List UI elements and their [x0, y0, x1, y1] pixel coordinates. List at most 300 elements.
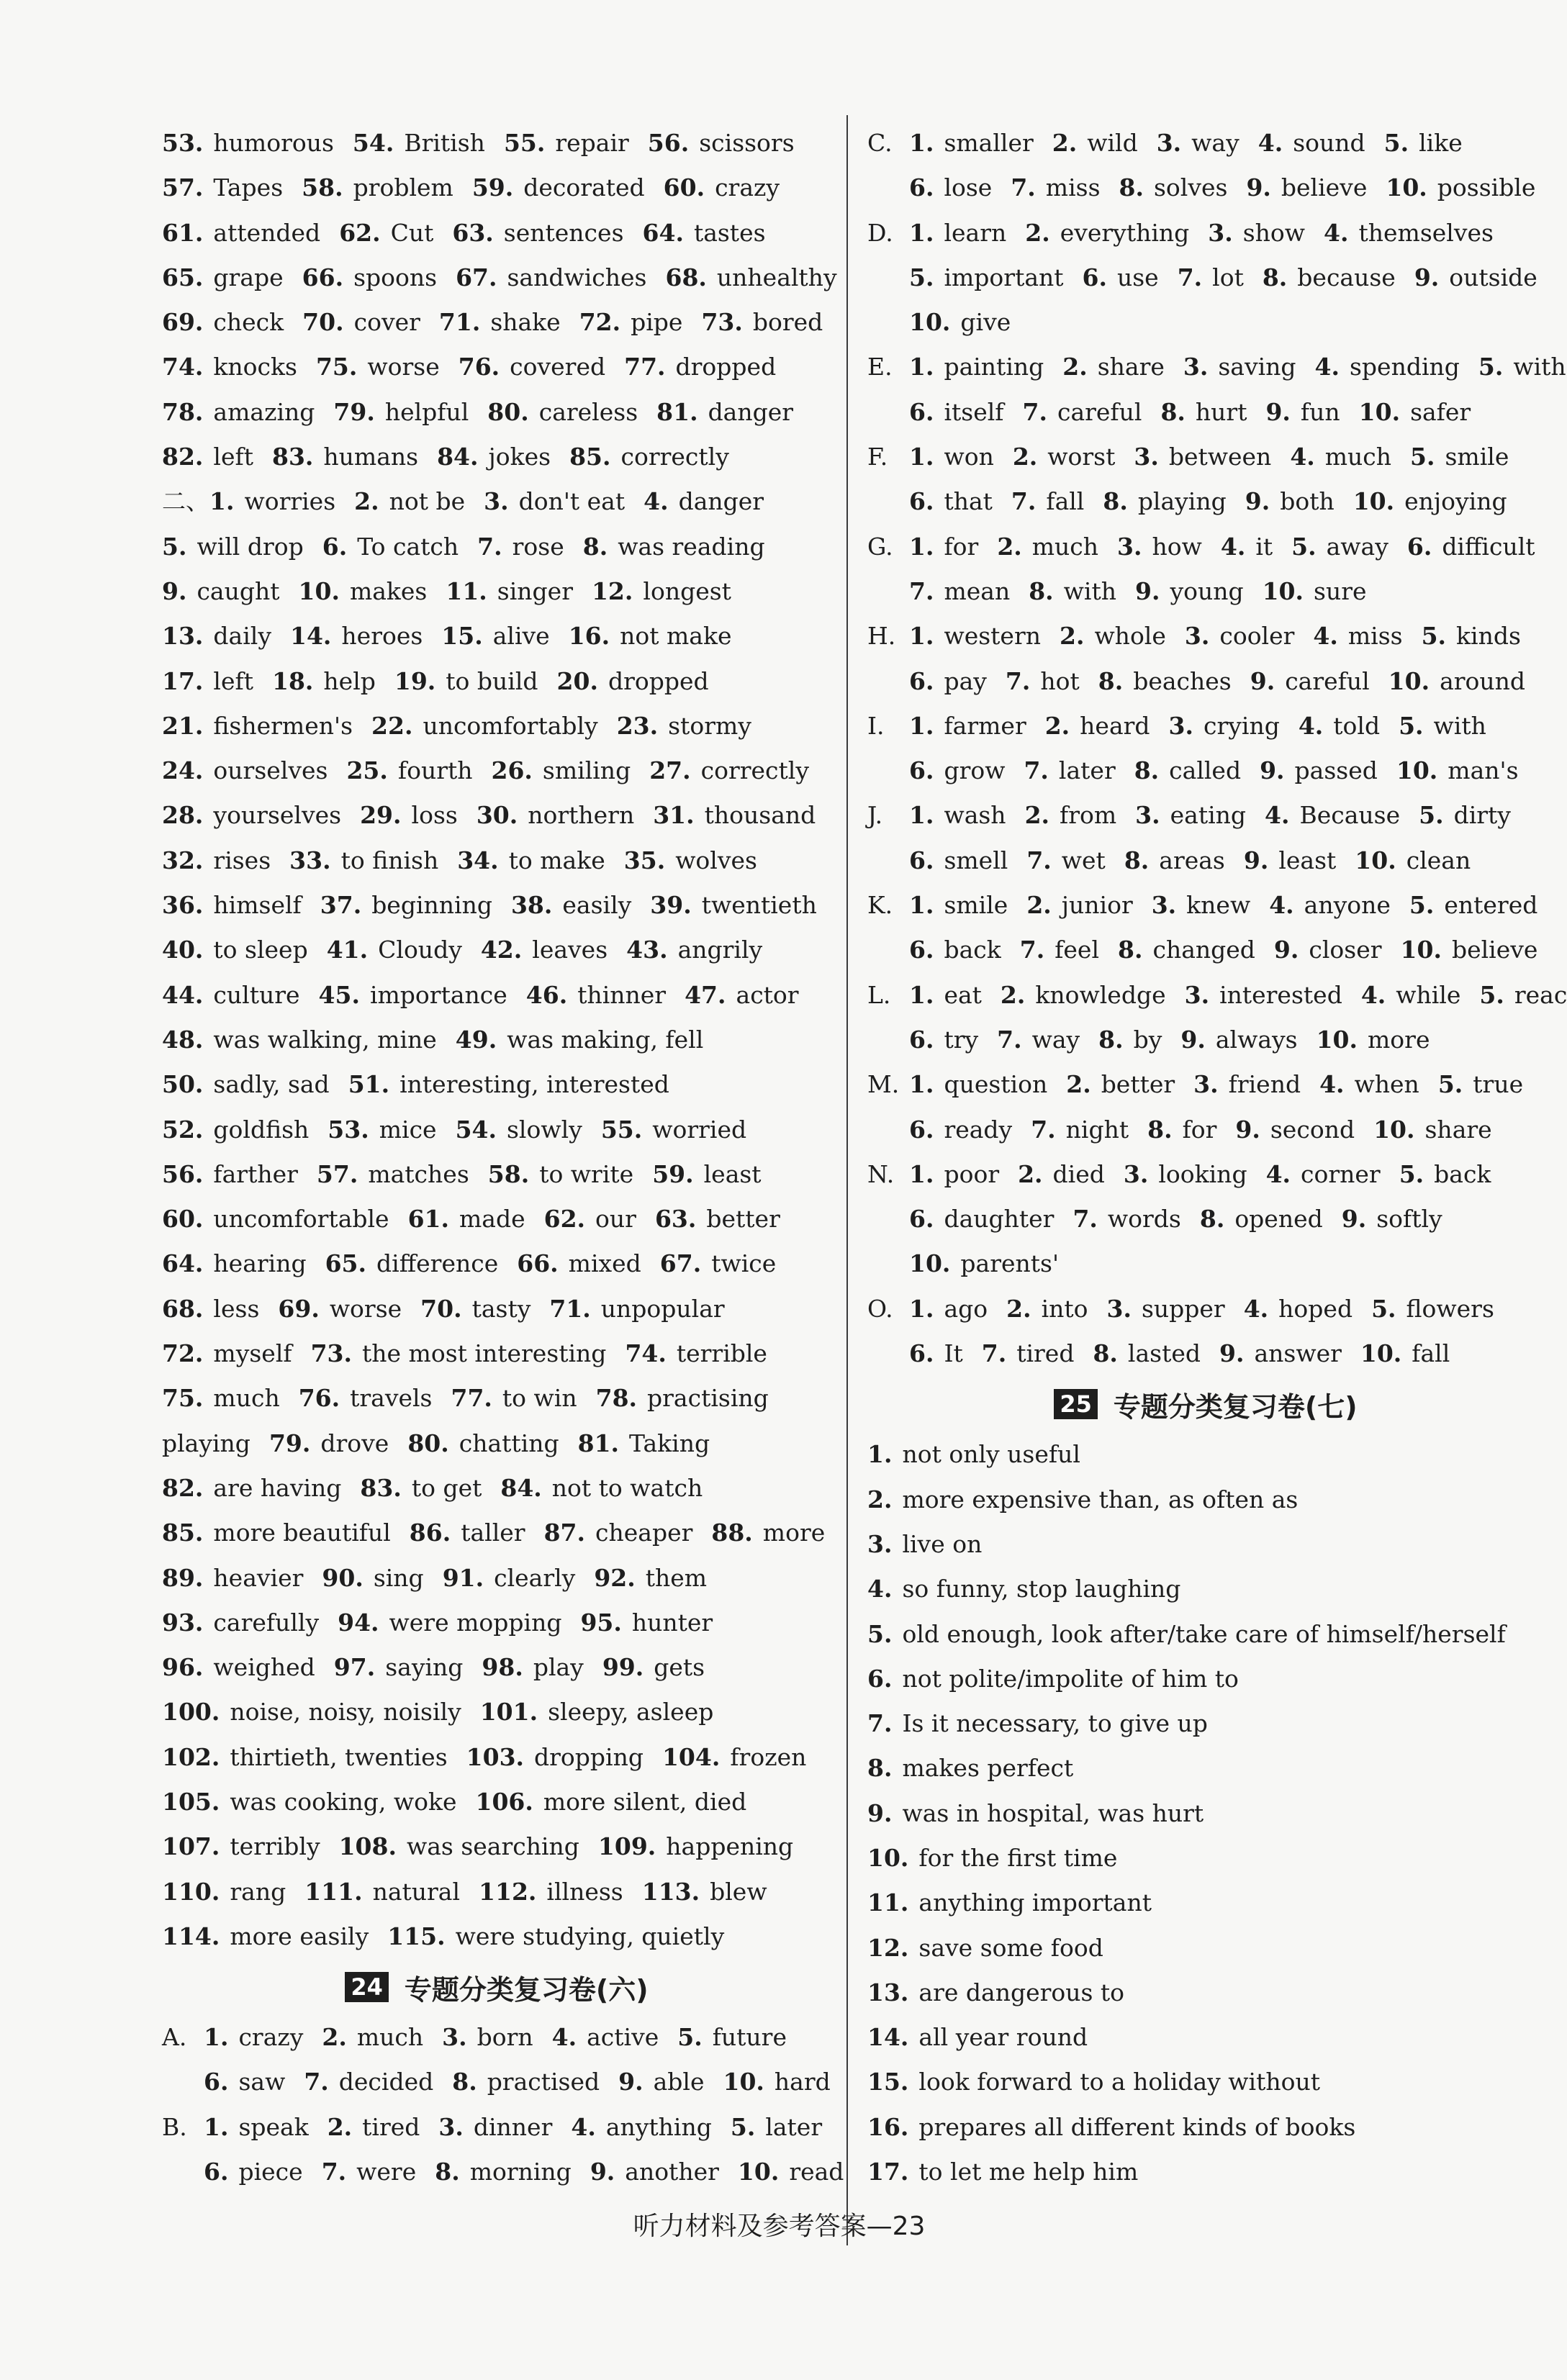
answer-item [1183, 345, 1296, 389]
answer-text: Is it necessary, to give up [902, 1709, 1208, 1738]
question-number: 5. [1437, 1070, 1463, 1099]
answer-item [526, 973, 666, 1018]
section-title: 专题分类复习卷(六) [404, 1973, 649, 2006]
answer-item [1478, 345, 1566, 389]
question-number: 75. [315, 353, 358, 381]
answer-item [371, 704, 598, 748]
answer-item [162, 1062, 330, 1107]
answer-text: try [944, 1025, 979, 1054]
answer-line [867, 1612, 1544, 1657]
answer-text: British [404, 129, 485, 157]
question-number: 18. [271, 666, 314, 695]
answer-item [1026, 883, 1132, 928]
question-number: 5. [1421, 622, 1447, 651]
question-number: 8. [1124, 846, 1150, 874]
question-number: 7. [1026, 846, 1052, 874]
question-number: 1. [204, 2023, 229, 2052]
question-number: 67. [659, 1249, 702, 1278]
answer-text: way [1031, 1025, 1080, 1054]
answer-text: much [1031, 532, 1099, 561]
question-number: 27. [649, 756, 691, 785]
answer-text: dirty [1453, 801, 1511, 830]
answer-text: another [625, 2158, 719, 2186]
question-number: 8. [1134, 756, 1160, 785]
answer-text: saying [385, 1653, 464, 1682]
question-number: 10. [1355, 846, 1396, 874]
answer-text: not to watch [551, 1473, 703, 1502]
answer-text: smile [1445, 443, 1509, 471]
question-number: 73. [701, 308, 743, 337]
question-number: 59. [652, 1159, 694, 1188]
question-number: 6. [909, 936, 934, 964]
answer-item [476, 1780, 747, 1824]
question-number: 54. [352, 129, 394, 157]
answer-text: are dangerous to [918, 1978, 1125, 2006]
answer-item [1274, 928, 1382, 972]
question-number: 72. [579, 308, 621, 337]
question-number: 52. [162, 1115, 204, 1144]
answer-text: less [213, 1294, 260, 1323]
answer-text: don't eat [518, 487, 626, 516]
question-number: 58. [302, 173, 343, 202]
answer-text: cooler [1219, 622, 1295, 651]
question-number: 55. [600, 1115, 643, 1144]
answer-item [909, 1108, 1012, 1152]
answer-text: clean [1406, 846, 1471, 874]
question-number: 45. [318, 980, 360, 1009]
answer-text: alive [492, 622, 550, 651]
answer-text: ready [944, 1115, 1013, 1144]
answer-item [909, 1018, 978, 1062]
answer-text: softly [1376, 1205, 1442, 1234]
answer-item [1342, 1197, 1442, 1241]
question-number: 4. [1314, 353, 1340, 381]
question-number: 2. [1025, 218, 1050, 247]
answer-text: slowly [507, 1115, 582, 1144]
question-number: 114. [162, 1922, 220, 1950]
question-number: 57. [162, 173, 204, 202]
question-number: 6. [909, 487, 934, 516]
answer-item [484, 479, 625, 524]
answer-item [311, 1331, 607, 1376]
answer-text: smiling [542, 756, 631, 785]
question-number: 5. [1478, 353, 1504, 381]
answer-text: farmer [944, 711, 1026, 740]
answer-text: careful [1057, 397, 1142, 426]
answer-line [867, 1108, 1544, 1152]
question-number: 3. [1106, 1294, 1132, 1323]
answer-item [459, 345, 605, 389]
question-number: 2. [1052, 129, 1078, 157]
question-number: 7. [997, 1025, 1022, 1054]
answer-text: live on [902, 1529, 983, 1558]
answer-line [162, 659, 831, 704]
answer-text: fun [1300, 397, 1340, 426]
answer-item [624, 838, 757, 883]
question-number: 16. [867, 2112, 909, 2141]
answer-text: solves [1153, 173, 1228, 202]
question-number: 32. [162, 846, 204, 874]
answer-text: attended [213, 218, 321, 247]
answer-item [909, 838, 1008, 883]
question-number: 94. [338, 1608, 379, 1637]
question-number: 2. [1006, 1294, 1031, 1323]
answer-text: anything [605, 2112, 712, 2141]
answer-item [549, 1287, 724, 1331]
question-number: 10. [1316, 1025, 1358, 1054]
question-number: 9. [618, 2068, 643, 2096]
answer-text: flowers [1406, 1294, 1494, 1323]
answer-text: with [1433, 711, 1486, 740]
answer-text: correctly [700, 756, 809, 785]
question-number: 7. [304, 2068, 329, 2096]
question-number: 76. [458, 353, 500, 381]
answer-text: for [944, 532, 979, 561]
question-number: 7. [477, 532, 502, 561]
question-number: 60. [162, 1205, 204, 1234]
question-number: 69. [162, 308, 204, 337]
answer-text: for the first time [918, 1843, 1118, 1872]
answer-item [909, 345, 1044, 389]
question-number: 48. [162, 1025, 204, 1054]
answer-text: least [703, 1159, 762, 1188]
answer-text: not be [389, 487, 466, 516]
question-number: 39. [650, 891, 692, 920]
answer-item [360, 793, 458, 838]
answer-text: yourselves [213, 801, 342, 830]
question-number: 41. [326, 936, 369, 964]
answer-item [162, 435, 253, 479]
answer-item [909, 704, 1026, 748]
question-number: 3. [1156, 129, 1182, 157]
question-number: 6. [204, 2158, 229, 2186]
answer-text: bored [752, 308, 823, 337]
answer-text: believe [1281, 173, 1368, 202]
answer-item [1135, 569, 1244, 614]
question-number: 31. [653, 801, 695, 830]
answer-text: beginning [371, 891, 492, 920]
answer-item [1066, 1062, 1175, 1107]
question-number: 4. [1243, 1294, 1269, 1323]
question-number: 10. [1358, 397, 1401, 426]
question-number: 113. [641, 1877, 700, 1906]
answer-item [1355, 838, 1471, 883]
answer-line [162, 1824, 831, 1869]
question-number: 64. [642, 218, 684, 247]
answer-item [1245, 479, 1335, 524]
answer-text: away [1326, 532, 1388, 561]
question-number: 47. [685, 980, 726, 1009]
answer-item [1399, 1152, 1491, 1197]
answer-item [1410, 435, 1509, 479]
answer-item [594, 1556, 707, 1601]
question-number: 84. [500, 1473, 542, 1502]
answer-item [602, 1645, 705, 1690]
answer-item [360, 1466, 482, 1511]
question-number: 42. [480, 936, 523, 964]
answer-item [625, 1331, 767, 1376]
answer-item [997, 1018, 1080, 1062]
answer-item [1157, 121, 1239, 166]
answer-text: to make [508, 846, 605, 874]
question-number: 14. [867, 2023, 909, 2052]
answer-text: himself [213, 891, 302, 920]
answer-line [162, 1735, 831, 1780]
answer-line [162, 1690, 831, 1734]
answer-line [867, 1836, 1544, 1881]
answer-text: rose [512, 532, 564, 561]
answer-text: sadly, sad [213, 1070, 330, 1099]
answer-text: will drop [197, 532, 304, 561]
answer-text: to let me help him [918, 2158, 1139, 2186]
answer-text: heard [1080, 711, 1150, 740]
answer-item [1246, 166, 1367, 210]
question-number: 1. [209, 487, 235, 516]
answer-text: taller [461, 1519, 525, 1547]
question-number: 3. [1208, 218, 1233, 247]
answer-text: sound [1293, 129, 1365, 157]
answer-line [867, 121, 1544, 166]
answer-line [867, 2015, 1544, 2060]
answer-item [1052, 121, 1138, 166]
answer-text: told [1333, 711, 1381, 740]
answer-item [1414, 255, 1537, 300]
answer-item [457, 838, 605, 883]
answer-item [1031, 1108, 1129, 1152]
question-number: 54. [455, 1115, 497, 1144]
answer-item [289, 838, 438, 883]
question-number: 77. [624, 353, 666, 381]
answer-text: Cloudy [378, 936, 462, 964]
answer-text: left [213, 443, 253, 471]
answer-text: our [595, 1205, 636, 1234]
answer-item [909, 121, 1034, 166]
answer-text: danger [678, 487, 764, 516]
answer-text: to get [411, 1473, 482, 1502]
answer-text: with [1063, 576, 1116, 605]
answer-item [909, 300, 1011, 345]
answer-text: itself [944, 397, 1004, 426]
part-label: M. [867, 1070, 900, 1099]
answer-item [701, 300, 823, 345]
answer-item [1235, 1108, 1355, 1152]
answer-item [867, 1612, 1506, 1657]
answer-item [685, 973, 798, 1018]
answer-item [909, 435, 994, 479]
answer-item [662, 1735, 806, 1780]
question-number: 6. [909, 1205, 934, 1234]
answer-item [319, 973, 507, 1018]
answer-line [867, 345, 1566, 389]
answer-item [909, 1197, 1054, 1241]
question-number: 14. [289, 622, 332, 651]
answer-text: like [1419, 129, 1463, 157]
question-number: 20. [556, 666, 598, 695]
answer-text: with [1513, 353, 1566, 381]
answer-item [1180, 1018, 1297, 1062]
question-number: 6. [909, 846, 934, 874]
question-number: 111. [304, 1877, 363, 1906]
answer-item [617, 704, 751, 748]
answer-text: wolves [675, 846, 757, 874]
answer-item [1118, 928, 1255, 972]
answer-item [162, 300, 284, 345]
answer-line [867, 973, 1567, 1018]
answer-item [1160, 390, 1247, 435]
answer-text: grape [213, 263, 284, 291]
answer-item [322, 2150, 417, 2194]
question-number: 98. [482, 1653, 523, 1682]
answer-text: thousand [704, 801, 816, 830]
answer-item [435, 2150, 572, 2194]
answer-item [1013, 435, 1116, 479]
answer-line [867, 1926, 1544, 1970]
question-number: 7. [1011, 487, 1037, 516]
answer-text: noise, noisy, noisily [230, 1698, 461, 1727]
question-number: 46. [525, 980, 568, 1009]
question-number: 11. [446, 576, 487, 605]
answer-line [867, 793, 1544, 838]
answer-line [867, 659, 1544, 704]
question-number: 61. [407, 1205, 449, 1234]
answer-item [162, 1287, 259, 1331]
answer-line [867, 1062, 1544, 1107]
answer-item [552, 2015, 659, 2060]
answer-item [618, 2060, 704, 2104]
answer-text: loss [411, 801, 458, 830]
question-number: 5. [1479, 980, 1504, 1009]
question-number: 2. [327, 2112, 353, 2141]
answer-line [162, 121, 831, 166]
answer-item [867, 1701, 1208, 1746]
question-number: 16. [568, 622, 610, 651]
answer-text: it [1255, 532, 1273, 561]
part-label: H. [867, 622, 896, 651]
column-divider [846, 115, 848, 2245]
answer-text: was making, fell [507, 1025, 704, 1054]
answer-item [353, 121, 485, 166]
question-number: 8. [1093, 1339, 1118, 1368]
answer-line [162, 1018, 831, 1062]
question-number: 93. [162, 1608, 204, 1637]
answer-item [162, 1690, 461, 1734]
answer-line [867, 211, 1544, 255]
answer-item [1221, 525, 1273, 569]
answer-item [302, 255, 437, 300]
answer-text: pipe [631, 308, 683, 337]
answer-line [162, 973, 831, 1018]
answer-item [1060, 614, 1166, 659]
answer-item [466, 1735, 643, 1780]
question-number: 2. [997, 532, 1022, 561]
question-number: 5. [677, 2023, 703, 2052]
answer-item [867, 1432, 1080, 1477]
question-number: 6. [1406, 532, 1432, 561]
answer-text: eating [1170, 801, 1247, 830]
answer-item [504, 121, 629, 166]
answer-item [571, 2105, 711, 2150]
answer-item [322, 525, 459, 569]
answer-item [1291, 525, 1388, 569]
answer-item [557, 659, 709, 704]
answer-item [1117, 525, 1202, 569]
answer-text: to build [446, 666, 538, 695]
answer-text: were [356, 2158, 417, 2186]
question-number: 82. [162, 1473, 204, 1502]
answer-text: both [1280, 487, 1335, 516]
answer-text: check [213, 308, 284, 337]
answer-text: carefully [213, 1608, 320, 1637]
answer-line [162, 390, 831, 435]
answer-item [437, 435, 551, 479]
answer-text: anyone [1304, 891, 1391, 920]
answer-text: was in hospital, was hurt [902, 1798, 1204, 1827]
answer-item [867, 2015, 1088, 2060]
answer-text: practising [647, 1384, 769, 1413]
answer-line [162, 435, 831, 479]
answer-item [1025, 793, 1117, 838]
answer-text: show [1242, 218, 1306, 247]
answer-line [162, 2105, 831, 2150]
answer-item [162, 1645, 315, 1690]
answer-line [162, 345, 831, 389]
question-number: 30. [476, 801, 518, 830]
answer-item [408, 1197, 525, 1241]
answer-text: playing [1137, 487, 1227, 516]
answer-text: opened [1234, 1205, 1323, 1234]
answer-item [569, 614, 732, 659]
question-number: 9. [1414, 263, 1440, 291]
answer-text: reac [1514, 980, 1567, 1009]
answer-text: lose [944, 173, 993, 202]
answer-item [1386, 166, 1535, 210]
answer-line [162, 1152, 831, 1197]
answer-text: sure [1314, 576, 1367, 605]
answer-text: tasty [471, 1294, 531, 1323]
answer-text: fishermen's [213, 711, 353, 740]
question-number: 8. [867, 1754, 893, 1783]
answer-item [162, 614, 271, 659]
answer-text: crying [1203, 711, 1280, 740]
answer-line [162, 255, 837, 300]
question-number: 3. [1193, 1070, 1219, 1099]
answer-item [325, 1241, 499, 1286]
answer-text: hard [774, 2068, 831, 2096]
question-number: 6. [322, 532, 348, 561]
question-number: 63. [452, 218, 494, 247]
answer-item [1315, 345, 1460, 389]
question-number: 2. [1012, 443, 1038, 471]
answer-line [162, 525, 831, 569]
answer-item [1313, 614, 1402, 659]
part-label: D. [867, 218, 893, 247]
question-number: 8. [1118, 936, 1143, 964]
answer-item [420, 1287, 530, 1331]
answer-item [1250, 659, 1370, 704]
answer-text: are having [213, 1473, 342, 1502]
question-number: 4. [1265, 1159, 1291, 1188]
answer-item [1098, 659, 1232, 704]
answer-item [328, 2105, 420, 2150]
question-number: 83. [271, 443, 314, 471]
question-number: 96. [162, 1653, 204, 1682]
question-number: 1. [909, 801, 934, 830]
answer-text: junior [1061, 891, 1133, 920]
question-number: 29. [360, 801, 402, 830]
question-number: 5. [162, 532, 187, 561]
question-number: 9. [1250, 666, 1275, 695]
question-number: 9. [1273, 936, 1299, 964]
